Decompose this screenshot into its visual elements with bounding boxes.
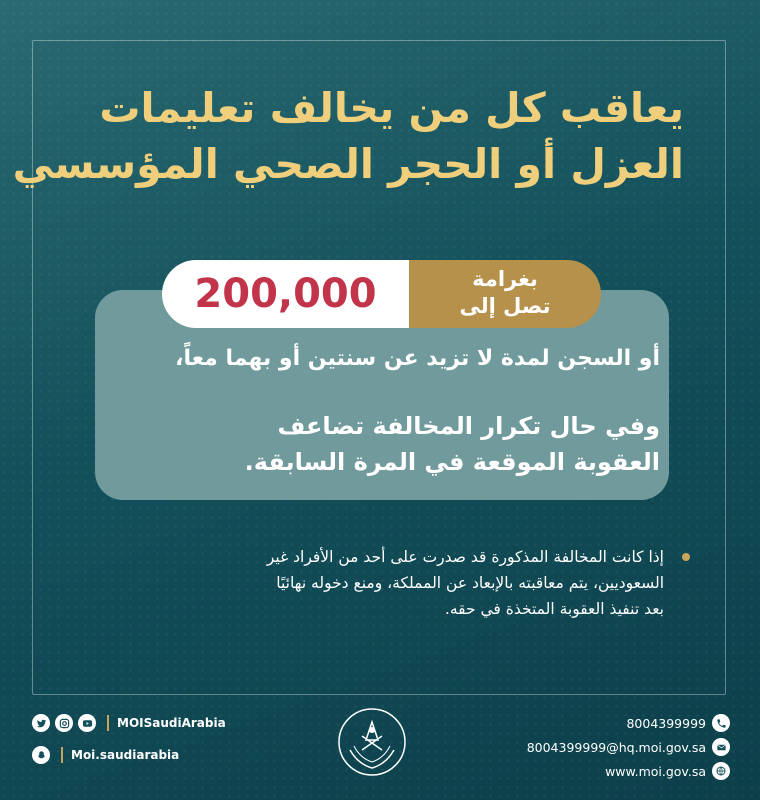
- foreigner-note: [124, 544, 664, 622]
- social-row-2: [32, 746, 179, 764]
- email-row: [470, 736, 730, 758]
- website[interactable]: www.moi.gov.sa: [605, 763, 706, 779]
- snapchat-icon[interactable]: [32, 746, 50, 764]
- fine-label-line-1: بغرامة: [472, 267, 538, 291]
- fine-amount-pill: [162, 260, 409, 328]
- bullet-icon: [682, 553, 690, 561]
- web-icon: [712, 762, 730, 780]
- prison-penalty-text: أو السجن لمدة لا تزيد عن سنتين أو بهما معاً،: [175, 346, 660, 371]
- repeat-penalty-line-1: وفي حال تكرار المخالفة تضاعف: [277, 412, 660, 440]
- email-icon: [712, 738, 730, 756]
- web-row: [470, 760, 730, 782]
- note-line-3: بعد تنفيذ العقوبة المتخذة في حقه.: [444, 600, 664, 618]
- social-footer: [32, 714, 272, 774]
- repeat-penalty-line-2: العقوبة الموقعة في المرة السابقة.: [244, 448, 660, 476]
- twitter-icon[interactable]: [32, 714, 50, 732]
- note-line-2: السعوديين، يتم معاقبته بالإبعاد عن المملكة، ومنع دخوله نهائيًا: [276, 574, 664, 592]
- social-handle-2[interactable]: Moi.saudiarabia: [71, 748, 180, 762]
- youtube-icon[interactable]: [78, 714, 96, 732]
- instagram-icon[interactable]: [55, 714, 73, 732]
- note-line-1: إذا كانت المخالفة المذكورة قد صدرت على أحد من الأفراد غير: [266, 548, 664, 566]
- phone-number[interactable]: 8004399999: [626, 715, 706, 731]
- headline: [12, 80, 684, 192]
- divider: [107, 715, 109, 731]
- ministry-emblem-icon: [336, 706, 408, 778]
- phone-row: [470, 712, 730, 734]
- phone-icon: [712, 714, 730, 732]
- contact-footer: [470, 712, 730, 784]
- fine-amount: 200,000: [194, 271, 377, 317]
- divider: [61, 747, 63, 763]
- headline-line-1: يعاقب كل من يخالف تعليمات: [99, 84, 684, 132]
- social-handle-1[interactable]: MOISaudiArabia: [117, 716, 226, 730]
- fine-label: [409, 260, 601, 328]
- repeat-penalty-text: [100, 408, 660, 480]
- email-address[interactable]: 8004399999@hq.moi.gov.sa: [526, 739, 706, 755]
- social-row-1: [32, 714, 226, 732]
- fine-label-line-2: تصل إلى: [459, 294, 551, 318]
- headline-line-2: العزل أو الحجر الصحي المؤسسي: [12, 140, 684, 188]
